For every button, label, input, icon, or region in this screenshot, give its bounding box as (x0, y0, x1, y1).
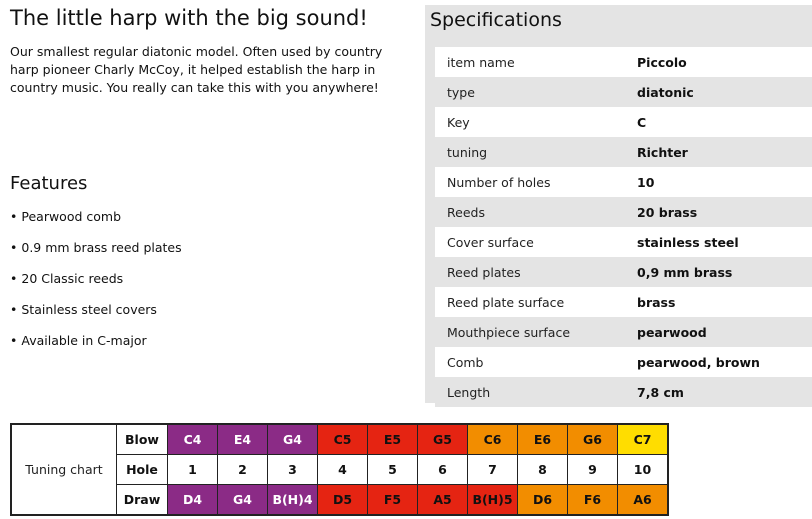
spec-label: type (447, 84, 475, 100)
features-title: Features (10, 173, 88, 194)
blow-note: C6 (468, 424, 518, 455)
spec-label: Key (447, 114, 470, 130)
blow-note: C4 (168, 424, 218, 455)
specifications-panel (425, 5, 812, 403)
spec-value: C (637, 114, 647, 130)
blow-note: C5 (318, 424, 368, 455)
tuning-row-blow (11, 424, 668, 455)
spec-label: Cover surface (447, 234, 534, 250)
hole-number: 1 (168, 455, 218, 485)
blow-row-label: Blow (117, 424, 168, 455)
spec-row-length (435, 377, 812, 407)
spec-label: Reed plates (447, 264, 521, 280)
draw-note: D6 (518, 485, 568, 516)
spec-value: stainless steel (637, 234, 739, 250)
blow-note: G6 (568, 424, 618, 455)
hole-number: 4 (318, 455, 368, 485)
spec-label: Comb (447, 354, 484, 370)
spec-value: Piccolo (637, 54, 687, 70)
spec-value: Richter (637, 144, 688, 160)
spec-label: Reed plate surface (447, 294, 565, 310)
hole-number: 2 (218, 455, 268, 485)
spec-value: 10 (637, 174, 655, 190)
spec-row-mouthpiece-surface (435, 317, 812, 347)
spec-label: Mouthpiece surface (447, 324, 571, 340)
hole-number: 3 (268, 455, 318, 485)
features-list (10, 208, 182, 363)
spec-row-reed-plate-surface (435, 287, 812, 317)
blow-note: E5 (368, 424, 418, 455)
intro-text: Our smallest regular diatonic model. Often used by country harp pioneer Charly McCoy, it helped establish the harp in country music. You really can take this with you anywhere! (10, 44, 383, 95)
blow-note: G4 (268, 424, 318, 455)
feature-item: • 0.9 mm brass reed plates (10, 239, 182, 270)
hole-row-label: Hole (117, 455, 168, 485)
blow-note: G5 (418, 424, 468, 455)
blow-note: C7 (618, 424, 669, 455)
blow-note: E6 (518, 424, 568, 455)
spec-value: 0,9 mm brass (637, 264, 733, 280)
page-headline: The little harp with the big sound! (10, 6, 368, 30)
spec-label: tuning (447, 144, 488, 160)
spec-row-cover-surface (435, 227, 812, 257)
draw-note: A5 (418, 485, 468, 516)
spec-row-key (435, 107, 812, 137)
spec-row-type (435, 77, 812, 107)
spec-value: diatonic (637, 84, 694, 100)
draw-row-label: Draw (117, 485, 168, 516)
spec-value: pearwood (637, 324, 707, 340)
feature-item: • 20 Classic reeds (10, 270, 182, 301)
draw-note: D5 (318, 485, 368, 516)
tuning-chart-table (10, 423, 669, 516)
specifications-list (435, 47, 812, 407)
draw-note: F6 (568, 485, 618, 516)
spec-row-comb (435, 347, 812, 377)
spec-row-holes (435, 167, 812, 197)
spec-row-reed-plates (435, 257, 812, 287)
feature-item: • Stainless steel covers (10, 301, 182, 332)
hole-number: 8 (518, 455, 568, 485)
hole-number: 5 (368, 455, 418, 485)
draw-note: B(H)4 (268, 485, 318, 516)
spec-value: 7,8 cm (637, 384, 684, 400)
spec-label: item name (447, 54, 515, 70)
hole-number: 7 (468, 455, 518, 485)
draw-note: B(H)5 (468, 485, 518, 516)
hole-number: 9 (568, 455, 618, 485)
spec-value: brass (637, 294, 676, 310)
specifications-title: Specifications (430, 9, 562, 31)
draw-note: A6 (618, 485, 669, 516)
spec-row-reeds (435, 197, 812, 227)
hole-number: 10 (618, 455, 669, 485)
draw-note: D4 (168, 485, 218, 516)
blow-note: E4 (218, 424, 268, 455)
tuning-chart-label: Tuning chart (11, 424, 117, 515)
feature-item: • Available in C-major (10, 332, 182, 363)
spec-row-item-name (435, 47, 812, 77)
spec-row-tuning (435, 137, 812, 167)
spec-label: Number of holes (447, 174, 551, 190)
spec-value: 20 brass (637, 204, 698, 220)
spec-label: Reeds (447, 204, 485, 220)
draw-note: F5 (368, 485, 418, 516)
spec-value: pearwood, brown (637, 354, 760, 370)
hole-number: 6 (418, 455, 468, 485)
draw-note: G4 (218, 485, 268, 516)
feature-item: • Pearwood comb (10, 208, 182, 239)
spec-label: Length (447, 384, 491, 400)
